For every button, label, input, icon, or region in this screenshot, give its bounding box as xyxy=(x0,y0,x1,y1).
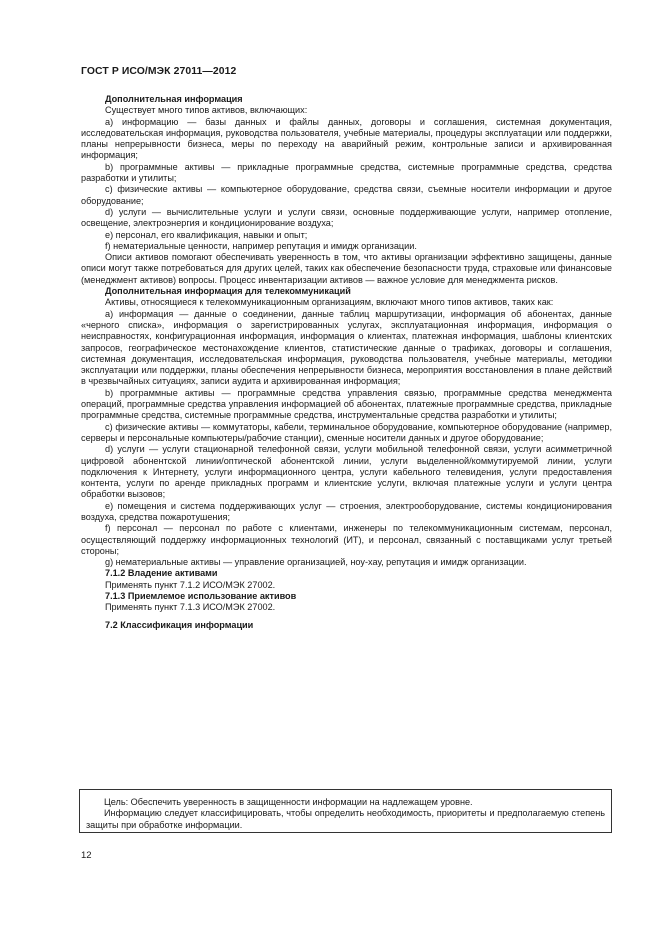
objective-box xyxy=(79,789,612,833)
paragraph: Описи активов помогают обеспечивать уверенность в том, что активы организации эффективно защищены, данные описи могут также потребоваться для других целей, таких как обеспечение безопасности труда, страховые или финансовые (менеджмент активов) вопросы. Процесс инвентаризации активов — важное условие для менеджмента рисков. xyxy=(81,252,612,285)
list-item-d: d) услуги — вычислительные услуги и услуги связи, основные поддерживающие услуги, например отопление, освещение, электроэнергия и кондиционирование воздуха; xyxy=(81,206,612,229)
page-number: 12 xyxy=(81,850,92,861)
list-item-b: b) программные активы — прикладные программные средства, системные программные средства, средства разработки и утилиты; xyxy=(81,161,612,184)
section-heading-7-1-2: 7.1.2 Владение активами xyxy=(105,568,218,579)
list-item-a: а) информация — данные о соединении, данные таблиц маршрутизации, информация об абонентах, данные «черного списка», информация о зарегистрированных услугах, эксплуатационная информация, информация о неисправностях, конфигурационная информация, информация о клиентах, платежная информация, шаблоны клиентских запросов, географическое местонахождение клиентов, статистические данные о трафиках, договоры и соглашения, системная документация, исследовательская информация, руководства пользователя, учебные материалы, методики эксплуатации или поддержки, планы обеспечения непрерывности бизнеса, мероприятия восстановления в плане действий в чрезвычайных ситуациях, записи аудита и архивированная информация; xyxy=(81,308,612,387)
list-item-c: с) физические активы — коммутаторы, кабели, терминальное оборудование, компьютерное оборудование (например, серверы и персональные компьютеры/рабочие станции), сменные носители данных и другое оборудование; xyxy=(81,421,612,443)
objective-text: Информацию следует классифицировать, чтобы определить необходимость, приоритеты и предполагаемую степень защиты при обработке информации. xyxy=(86,808,605,830)
list-item-b: b) программные активы — программные средства управления связью, программные средства менеджмента операций, программные средства управления информацией об абонентах, платежные программные средства, прикладные программные средства, системные программные средства, инструментальные средства разработки и утилиты; xyxy=(81,387,612,421)
section-heading-7-2: 7.2 Классификация информации xyxy=(105,619,254,630)
list-item-d: d) услуги — услуги стационарной телефонной связи, услуги мобильной телефонной связи, услуги асимметричной цифровой абонентской линии/оптической абонентской линии, услуги выделенной/коммутируемой линии, услуги подключения к Интернету, услуги информационного центра, услуги кабельного телевидения, услуги предоставления контента, услуги по аренде прикладных программ и клиентские услуги, включая платежные услуги и услуги центра обработки вызовов; xyxy=(81,444,612,500)
list-item-f: f) нематериальные ценности, например репутация и имидж организации. xyxy=(105,240,417,251)
list-item-e: е) персонал, его квалификация, навыки и опыт; xyxy=(105,229,308,240)
paragraph: Существует много типов активов, включающих: xyxy=(105,105,308,116)
list-item-f: f) персонал — персонал по работе с клиентами, инженеры по телекоммуникационным системам, персонал, осуществляющий поддержку информационных технологий (ИТ), и персонал, связанный с поставщиками услуг третьей стороны; xyxy=(81,523,612,556)
paragraph: Применять пункт 7.1.2 ИСО/МЭК 27002. xyxy=(105,579,276,590)
heading-additional-info: Дополнительная информация xyxy=(105,94,243,104)
list-item-e: е) помещения и система поддерживающих услуг — строения, электрооборудование, системы кондиционирования воздуха, средства пожаротушения; xyxy=(81,500,612,522)
paragraph: Применять пункт 7.1.3 ИСО/МЭК 27002. xyxy=(105,602,276,613)
paragraph: Активы, относящиеся к телекоммуникационным организациям, включают много типов активов, таких как: xyxy=(105,297,554,308)
objective-goal: Цель: Обеспечить уверенность в защищенности информации на надлежащем уровне. xyxy=(104,797,473,807)
list-item-a: а) информацию — базы данных и файлы данных, договоры и соглашения, системная документация, исследовательская информация, руководства пользователя, учебные материалы, процедуры эксплуатации или поддержки, планы непрерывности бизнеса, меры по переходу на аварийный режим, контрольные записи и архивированная информация; xyxy=(81,116,612,161)
section-heading-7-1-3: 7.1.3 Приемлемое использование активов xyxy=(105,591,297,602)
list-item-c: с) физические активы — компьютерное оборудование, средства связи, съемные носители информации и другое оборудование; xyxy=(81,184,612,206)
list-item-g: g) нематериальные активы — управление организацией, ноу-хау, репутация и имидж организации. xyxy=(105,557,527,568)
heading-telecom-info: Дополнительная информация для телекоммуникаций xyxy=(105,286,351,297)
document-header: ГОСТ Р ИСО/МЭК 27011—2012 xyxy=(81,66,237,77)
main-text xyxy=(81,94,612,631)
